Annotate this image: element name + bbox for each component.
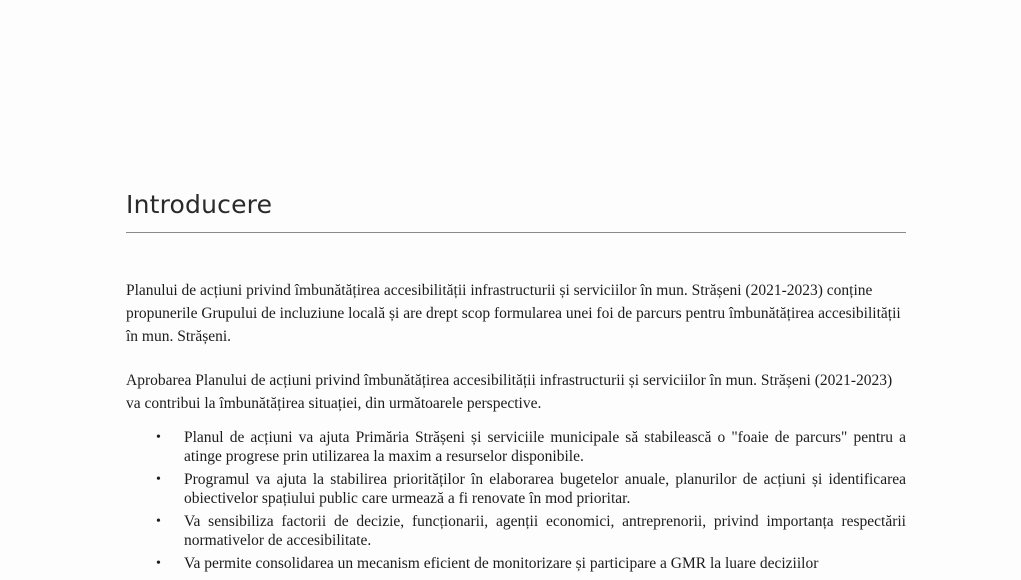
section-heading: Introducere [126,190,273,219]
list-item-text: Va permite consolidarea un mecanism eficient de monitorizare și participare a GMR la luare deciziilor [184,555,819,572]
list-item-text: Programul va ajuta la stabilirea priorităților în elaborarea bugetelor anuale, planurilor de acțiuni și identificarea obiectivelor spațiului public care urmează a fi renovate în mod prioritar. [184,471,906,507]
bullet-icon: • [156,430,161,445]
bullet-icon: • [156,556,161,571]
intro-paragraph: Planului de acțiuni privind îmbunătățirea accesibilității infrastructurii și serviciilor în mun. Strășeni (2021-2023) conține propunerile Grupului de incluziune locală și are drept scop formularea unei foi de parcurs pentru îmbunătățirea accesibilității în mun. Strășeni. [126,282,901,345]
list-item [126,554,906,573]
bullet-icon: • [156,514,161,529]
list-item-text: Va sensibiliza factorii de decizie, funcționarii, agenții economici, antreprenorii, privind importanța respectării normativelor de accesibilitate. [184,513,906,549]
list-item [126,512,906,550]
list-item [126,470,906,508]
perspectives-list [126,428,906,577]
approval-paragraph: Aprobarea Planului de acțiuni privind îmbunătățirea accesibilității infrastructurii și serviciilor în mun. Strășeni (2021-2023) va contribui la îmbunătățirea situației, din următoarele perspective. [126,372,893,412]
heading-divider [126,232,906,233]
bullet-icon: • [156,472,161,487]
list-item-text: Planul de acțiuni va ajuta Primăria Strășeni și serviciile municipale să stabilească o "foaie de parcurs" pentru a atinge progrese prin utilizarea la maxim a resurselor disponibile. [184,429,906,465]
list-item [126,428,906,466]
